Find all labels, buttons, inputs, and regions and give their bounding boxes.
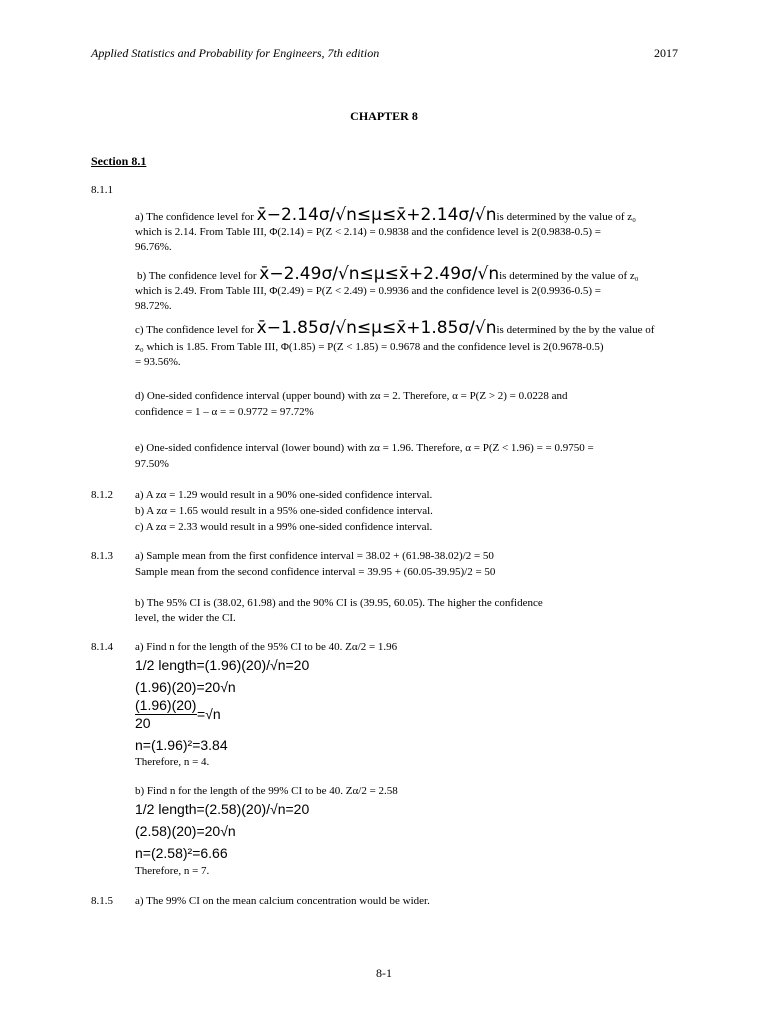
book-title: Applied Statistics and Probability for Engineers, 7th edition [91, 46, 380, 60]
part-a-prefix: a) The confidence level for [135, 211, 257, 223]
problem-number: 8.1.2 [91, 489, 113, 501]
part-c-line1 [135, 318, 654, 338]
part-b-title: b) Find n for the length of the 99% CI to be 40. Zα/2 = 2.58 [135, 785, 398, 797]
problem-number: 8.1.5 [91, 895, 113, 907]
part-b-suffix: is determined by the value of z₀ [499, 270, 639, 282]
part-c-line2: z₀ which is 1.85. From Table III, Φ(1.85) = P(Z < 1.85) = 0.9678 and the confidence level is 2(0.9678-0.5) [135, 341, 604, 353]
part-b-line1 [137, 264, 639, 284]
equation-a1: 1/2 length=(1.96)(20)/√n=20 [135, 657, 310, 673]
equation-b1: 1/2 length=(2.58)(20)/√n=20 [135, 801, 310, 817]
part-a: a) The 99% CI on the mean calcium concentration would be wider. [135, 895, 430, 907]
part-a-formula: x̄−2.14σ/√n≤μ≤x̄+2.14σ/√n [256, 205, 497, 225]
part-d-line2: confidence = 1 – α = = 0.9772 = 97.72% [135, 406, 314, 418]
section-heading: Section 8.1 [91, 154, 147, 168]
part-a-title: a) Find n for the length of the 95% CI to be 40. Zα/2 = 1.96 [135, 641, 398, 653]
equation-a2: (1.96)(20)=20√n [135, 679, 236, 695]
part-a-conclusion: Therefore, n = 4. [135, 756, 210, 768]
part-c-formula: x̄−1.85σ/√n≤μ≤x̄+1.85σ/√n [256, 318, 497, 338]
equation-a4: n=(1.96)²=3.84 [135, 737, 228, 753]
part-b-formula: x̄−2.49σ/√n≤μ≤x̄+2.49σ/√n [259, 264, 500, 284]
part-b-line3: 98.72%. [135, 300, 172, 312]
equation-b3: n=(2.58)²=6.66 [135, 845, 228, 861]
part-a-line1: a) Sample mean from the first confidence interval = 38.02 + (61.98-38.02)/2 = 50 [135, 550, 494, 562]
part-e-line1: e) One-sided confidence interval (lower bound) with zα = 1.96. Therefore, α = P(Z < 1.96) = = 0.9750 = [135, 442, 594, 454]
part-a-line1 [135, 205, 636, 225]
page-number: 8-1 [376, 966, 392, 980]
part-d-line1: d) One-sided confidence interval (upper bound) with zα = 2. Therefore, α = P(Z > 2) = 0.0228 and [135, 390, 568, 402]
part-b-line1: b) The 95% CI is (38.02, 61.98) and the 90% CI is (39.95, 60.05). The higher the confidence [135, 597, 543, 609]
part-b-conclusion: Therefore, n = 7. [135, 865, 210, 877]
part-a-suffix: is determined by the value of z₀ [496, 211, 636, 223]
part-b: b) A zα = 1.65 would result in a 95% one-sided confidence interval. [135, 505, 433, 517]
problem-number: 8.1.1 [91, 184, 113, 196]
fraction-rhs: =√n [197, 706, 221, 722]
part-b-line2: level, the wider the CI. [135, 612, 236, 624]
year: 2017 [654, 46, 678, 60]
problem-number: 8.1.3 [91, 550, 113, 562]
part-b-prefix: b) The confidence level for [137, 270, 260, 282]
part-a-line2: Sample mean from the second confidence interval = 39.95 + (60.05-39.95)/2 = 50 [135, 566, 496, 578]
fraction-numerator: (1.96)(20) [135, 697, 197, 713]
part-c: c) A zα = 2.33 would result in a 99% one-sided confidence interval. [135, 521, 433, 533]
part-c-suffix: is determined by the by the value of [496, 324, 655, 336]
part-c-prefix: c) The confidence level for [135, 324, 257, 336]
part-a-line2: which is 2.14. From Table III, Φ(2.14) = P(Z < 2.14) = 0.9838 and the confidence level is 2(0.9838-0.5) = [135, 226, 601, 238]
part-b-line2: which is 2.49. From Table III, Φ(2.49) = P(Z < 2.49) = 0.9936 and the confidence level is 2(0.9936-0.5) = [135, 285, 601, 297]
part-a-line3: 96.76%. [135, 241, 172, 253]
fraction-denominator: 20 [135, 715, 151, 731]
part-e-line2: 97.50% [135, 458, 169, 470]
chapter-title: CHAPTER 8 [350, 109, 418, 123]
part-c-line3: = 93.56%. [135, 356, 181, 368]
equation-b2: (2.58)(20)=20√n [135, 823, 236, 839]
part-a: a) A zα = 1.29 would result in a 90% one-sided confidence interval. [135, 489, 433, 501]
problem-number: 8.1.4 [91, 641, 113, 653]
